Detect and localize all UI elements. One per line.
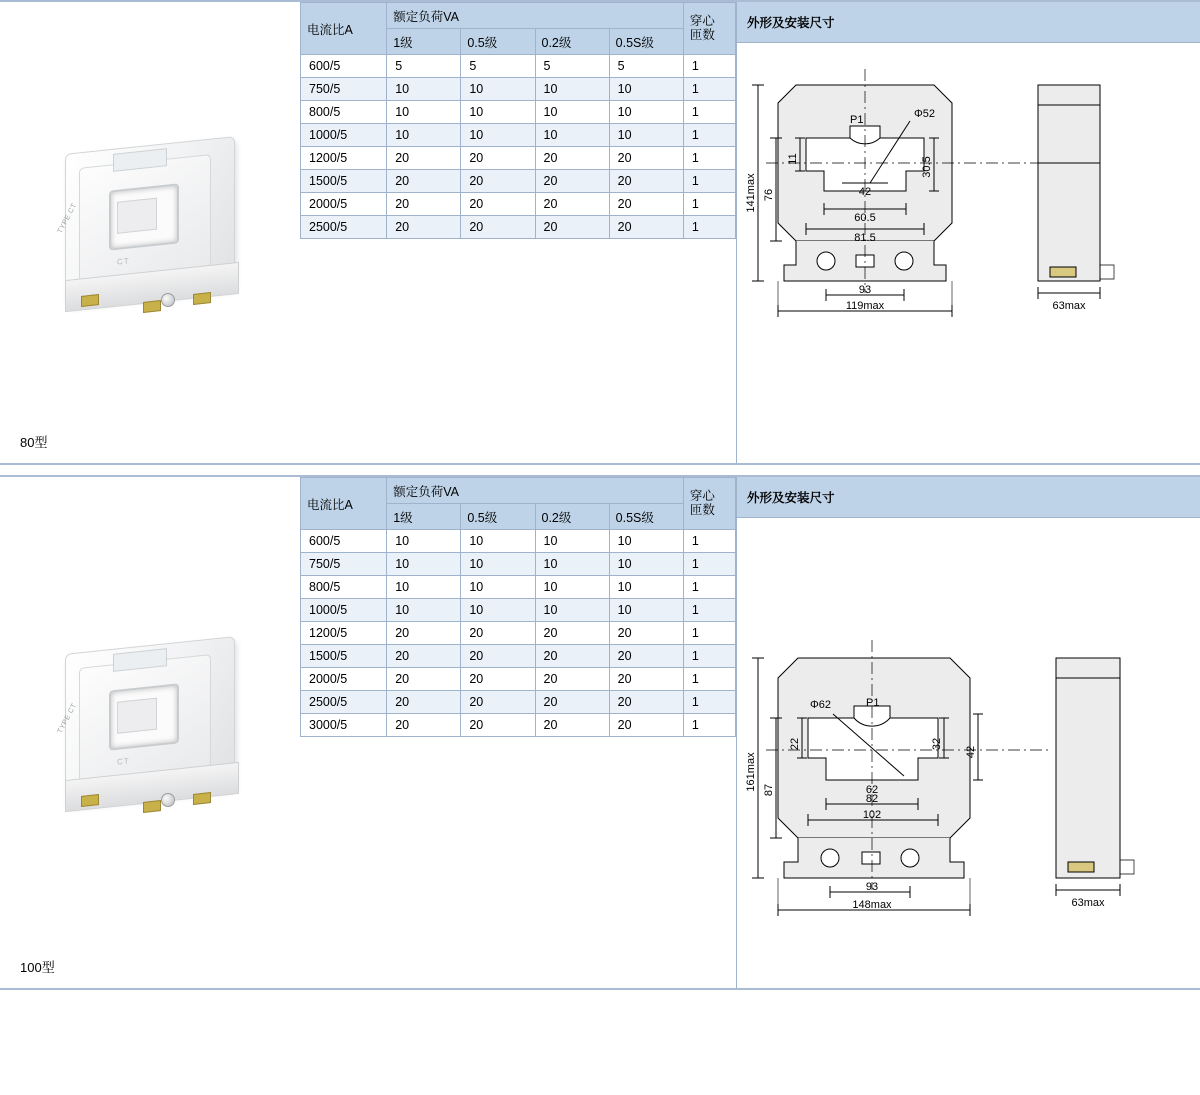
ct-window-icon — [109, 683, 179, 750]
cell-va-05s: 20 — [609, 691, 683, 714]
model-caption-100: 100型 — [20, 960, 55, 975]
label-p1-100: P1 — [865, 697, 879, 709]
table-row — [301, 78, 736, 101]
dim-93-100: 93 — [865, 881, 878, 893]
table-row — [301, 147, 736, 170]
cell-ratio: 1500/5 — [301, 645, 387, 668]
cell-turns: 1 — [683, 55, 735, 78]
cell-ratio: 800/5 — [301, 101, 387, 124]
table-row — [301, 193, 736, 216]
cell-va-05: 20 — [461, 691, 535, 714]
cell-va-1: 5 — [387, 55, 461, 78]
cell-ratio: 800/5 — [301, 576, 387, 599]
header-ratio: 电流比A — [301, 3, 387, 55]
header-dimensions: 外形及安装尺寸 — [737, 477, 1200, 518]
cell-va-1: 20 — [387, 170, 461, 193]
cell-turns: 1 — [683, 622, 735, 645]
cell-va-02: 20 — [535, 147, 609, 170]
current-transformer-100-photo: TYPE CT CT — [43, 625, 258, 840]
cell-va-02: 10 — [535, 78, 609, 101]
cell-turns: 1 — [683, 530, 735, 553]
header-burden: 额定负荷VA — [387, 3, 684, 29]
table-row — [301, 645, 736, 668]
cell-va-1: 10 — [387, 553, 461, 576]
dim-119max-80: 119max — [845, 300, 884, 312]
cell-va-05s: 10 — [609, 101, 683, 124]
dim-height-max-100: 161max — [744, 752, 757, 792]
cell-ratio: 2000/5 — [301, 668, 387, 691]
cell-va-05: 10 — [461, 78, 535, 101]
cell-va-05s: 10 — [609, 553, 683, 576]
cell-va-02: 10 — [535, 124, 609, 147]
cell-turns: 1 — [683, 645, 735, 668]
cell-va-05: 20 — [461, 147, 535, 170]
cell-va-1: 20 — [387, 216, 461, 239]
cell-turns: 1 — [683, 714, 735, 737]
cell-va-02: 20 — [535, 668, 609, 691]
cell-va-02: 20 — [535, 170, 609, 193]
header-class-02: 0.2级 — [535, 504, 609, 530]
table-row — [301, 576, 736, 599]
header-dimensions: 外形及安装尺寸 — [737, 2, 1200, 43]
cell-va-05s: 10 — [609, 124, 683, 147]
header-turns — [683, 3, 735, 55]
cell-va-05s: 20 — [609, 216, 683, 239]
cell-va-02: 10 — [535, 599, 609, 622]
dim-102-100: 102 — [862, 809, 881, 821]
table-row — [301, 668, 736, 691]
table-row — [301, 55, 736, 78]
header-class-05: 0.5级 — [461, 504, 535, 530]
cell-va-05: 10 — [461, 576, 535, 599]
cell-va-05: 10 — [461, 530, 535, 553]
spec-block-80 — [0, 0, 1200, 465]
dim-42-100: 42 — [964, 745, 977, 759]
dim-82-100: 82 — [865, 793, 878, 805]
cell-ratio: 1200/5 — [301, 622, 387, 645]
cell-va-05: 10 — [461, 599, 535, 622]
cell-va-05s: 5 — [609, 55, 683, 78]
cell-va-05: 10 — [461, 553, 535, 576]
table-row — [301, 101, 736, 124]
cell-ratio: 1000/5 — [301, 599, 387, 622]
cell-va-05: 20 — [461, 622, 535, 645]
cell-va-05: 5 — [461, 55, 535, 78]
cell-va-1: 10 — [387, 124, 461, 147]
current-transformer-80-photo: TYPE CT CT — [43, 125, 258, 340]
dim-window-dia-100: Φ62 — [809, 699, 831, 711]
block-separator — [0, 465, 1200, 475]
cell-turns: 1 — [683, 147, 735, 170]
dimension-drawing-cell-80 — [736, 2, 1200, 463]
cell-turns: 1 — [683, 576, 735, 599]
cell-va-05s: 20 — [609, 645, 683, 668]
header-turns-line2: 匝数 — [689, 502, 715, 517]
model-caption-80: 80型 — [20, 435, 48, 450]
table-row — [301, 691, 736, 714]
header-turns-line1: 穿心 — [689, 14, 715, 29]
header-turns-line2: 匝数 — [689, 27, 715, 42]
cell-turns: 1 — [683, 170, 735, 193]
cell-turns: 1 — [683, 101, 735, 124]
header-turns-line1: 穿心 — [689, 489, 715, 504]
outline-drawing-80 — [738, 43, 1200, 463]
cell-va-1: 20 — [387, 147, 461, 170]
dim-93-80: 93 — [858, 284, 871, 296]
cell-ratio: 1200/5 — [301, 147, 387, 170]
cell-va-05s: 20 — [609, 668, 683, 691]
cell-ratio: 1000/5 — [301, 124, 387, 147]
dim-81-5-80: 81.5 — [853, 232, 876, 244]
cell-turns: 1 — [683, 553, 735, 576]
table-row — [301, 530, 736, 553]
cell-turns: 1 — [683, 668, 735, 691]
cell-va-05s: 20 — [609, 147, 683, 170]
dim-87-100: 87 — [762, 783, 775, 797]
cell-ratio: 1500/5 — [301, 170, 387, 193]
cell-va-05: 10 — [461, 124, 535, 147]
spec-table-100 — [300, 477, 736, 988]
cell-turns: 1 — [683, 124, 735, 147]
cell-va-05s: 10 — [609, 530, 683, 553]
table-row — [301, 170, 736, 193]
cell-va-1: 20 — [387, 691, 461, 714]
ct-window-icon — [109, 183, 179, 250]
header-class-05s: 0.5S级 — [609, 29, 683, 55]
table-header-row-top — [301, 3, 736, 29]
header-class-1: 1级 — [387, 504, 461, 530]
cell-va-02: 20 — [535, 193, 609, 216]
header-burden: 额定负荷VA — [387, 478, 684, 504]
dim-22-100: 22 — [788, 737, 801, 751]
cell-ratio: 750/5 — [301, 553, 387, 576]
cell-va-1: 20 — [387, 668, 461, 691]
cell-ratio: 2500/5 — [301, 216, 387, 239]
cell-va-05s: 20 — [609, 622, 683, 645]
cell-turns: 1 — [683, 193, 735, 216]
cell-va-05s: 20 — [609, 193, 683, 216]
header-class-05: 0.5级 — [461, 29, 535, 55]
cell-turns: 1 — [683, 691, 735, 714]
dim-148max-100: 148max — [851, 899, 892, 911]
cell-va-02: 20 — [535, 691, 609, 714]
cell-va-05: 20 — [461, 645, 535, 668]
cell-va-1: 20 — [387, 193, 461, 216]
table-row — [301, 714, 736, 737]
table-header-row-top — [301, 478, 736, 504]
label-p1-80: P1 — [849, 114, 863, 126]
cell-ratio: 600/5 — [301, 530, 387, 553]
cell-va-02: 20 — [535, 714, 609, 737]
spec-table-80 — [300, 2, 736, 463]
cell-ratio: 3000/5 — [301, 714, 387, 737]
header-turns — [683, 478, 735, 530]
product-photo-cell-80 — [0, 2, 300, 463]
cell-ratio: 2000/5 — [301, 193, 387, 216]
cell-ratio: 2500/5 — [301, 691, 387, 714]
cell-va-1: 10 — [387, 101, 461, 124]
table-row — [301, 599, 736, 622]
cell-turns: 1 — [683, 78, 735, 101]
cell-va-1: 10 — [387, 530, 461, 553]
header-ratio: 电流比A — [301, 478, 387, 530]
dim-window-dia-80: Φ52 — [913, 108, 935, 120]
cell-va-05s: 10 — [609, 78, 683, 101]
cell-turns: 1 — [683, 216, 735, 239]
dim-11-80: 11 — [786, 153, 799, 165]
spec-block-100 — [0, 475, 1200, 990]
dimension-drawing-cell-100 — [736, 477, 1200, 988]
cell-va-1: 10 — [387, 78, 461, 101]
cell-va-05: 20 — [461, 216, 535, 239]
dim-76-80: 76 — [762, 188, 775, 202]
cell-va-02: 5 — [535, 55, 609, 78]
header-class-1: 1级 — [387, 29, 461, 55]
header-class-05s: 0.5S级 — [609, 504, 683, 530]
cell-va-05s: 10 — [609, 599, 683, 622]
cell-va-02: 10 — [535, 576, 609, 599]
dim-32-100: 32 — [930, 737, 943, 751]
dim-42-80: 42 — [858, 186, 871, 198]
table-row — [301, 216, 736, 239]
table-row — [301, 124, 736, 147]
cell-va-05s: 20 — [609, 170, 683, 193]
header-class-02: 0.2级 — [535, 29, 609, 55]
cell-va-02: 20 — [535, 216, 609, 239]
dim-62-100: 62 — [865, 784, 878, 796]
cell-turns: 1 — [683, 599, 735, 622]
dim-30-5-80: 30.5 — [920, 156, 933, 178]
cell-va-1: 10 — [387, 576, 461, 599]
cell-ratio: 750/5 — [301, 78, 387, 101]
dim-depth-100: 63max — [1070, 897, 1105, 909]
table-row — [301, 553, 736, 576]
cell-va-02: 10 — [535, 530, 609, 553]
dim-height-max-80: 141max — [744, 173, 757, 213]
cell-va-05: 20 — [461, 714, 535, 737]
dim-60-5-80: 60.5 — [853, 212, 876, 224]
cell-va-1: 10 — [387, 599, 461, 622]
cell-va-1: 20 — [387, 714, 461, 737]
cell-va-05: 20 — [461, 668, 535, 691]
cell-va-1: 20 — [387, 645, 461, 668]
cell-ratio: 600/5 — [301, 55, 387, 78]
cell-va-02: 20 — [535, 645, 609, 668]
cell-va-02: 10 — [535, 553, 609, 576]
outline-drawing-100 — [738, 518, 1200, 988]
cell-va-1: 20 — [387, 622, 461, 645]
cell-va-02: 20 — [535, 622, 609, 645]
cell-va-05s: 20 — [609, 714, 683, 737]
product-photo-cell-100 — [0, 477, 300, 988]
cell-va-05s: 10 — [609, 576, 683, 599]
table-row — [301, 622, 736, 645]
cell-va-05: 10 — [461, 101, 535, 124]
cell-va-02: 10 — [535, 101, 609, 124]
dim-depth-80: 63max — [1051, 300, 1086, 312]
cell-va-05: 20 — [461, 193, 535, 216]
cell-va-05: 20 — [461, 170, 535, 193]
